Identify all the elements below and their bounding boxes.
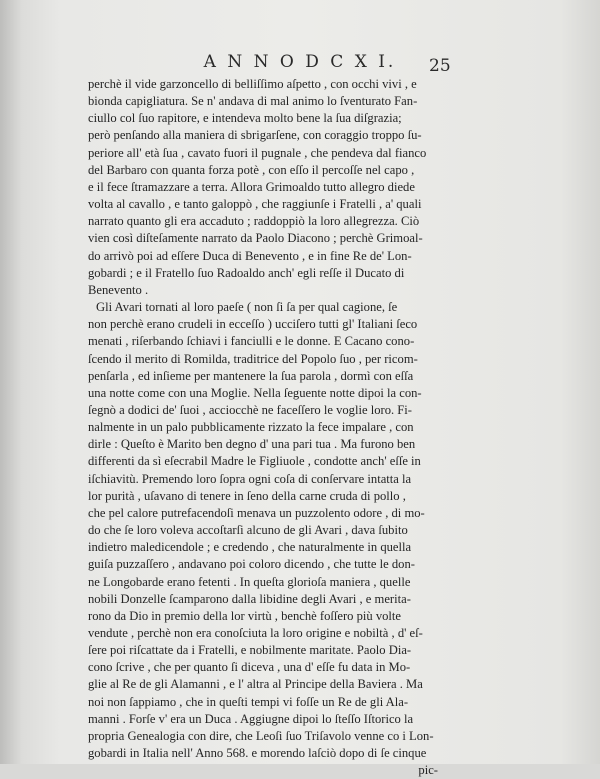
text-line: rono da Dio in premio della lor virtù , benchè foſſero più volte <box>88 608 402 623</box>
text-line: volta al cavallo , e tanto galoppò , che raggiunſe i Fratelli , a' quali <box>88 197 422 212</box>
text-line: guiſa puzzaſſero , andavano poi coloro dicendo , che tutte le don- <box>88 557 415 572</box>
text-line: ciullo col ſuo rapitore, e intendeva molto bene la ſua diſgrazia; <box>88 111 402 126</box>
text-line: e il fece ſtramazzare a terra. Allora Grimoaldo tutto allegro diede <box>88 179 415 194</box>
catchword: pic- <box>418 763 438 778</box>
text-line: del Barbaro con quanta forza potè , con eſſo il percoſſe nel capo , <box>88 162 415 177</box>
text-line: una notte come con una Moglie. Nella ſeguente notte dipoi la con- <box>88 385 422 400</box>
running-header: A N N O D C X I. <box>203 52 397 72</box>
text-line: vendute , perchè non era conoſciuta la loro origine e nobiltà , d' eſ- <box>88 626 423 640</box>
text-line: Benevento . <box>88 282 149 297</box>
body-text <box>88 76 438 779</box>
text-line: periore all' età ſua , cavato fuori il pugnale , che pendeva dal fianco <box>88 145 427 160</box>
text-line: però penſando alla maniera di sbrigarſene, con coraggio troppo ſu- <box>88 128 422 143</box>
text-line: lor purità , uſavano di tenere in ſeno della carne cruda di pollo , <box>88 488 406 503</box>
text-line: perchè il vide garzoncello di belliſſimo aſpetto , con occhi vivi , e <box>88 77 417 91</box>
text-line: bionda capigliatura. Se n' andava di mal animo lo ſventurato Fan- <box>88 94 418 109</box>
text-line: manni . Forſe v' era un Duca . Aggiugne dipoi lo ſteſſo Iſtorico la <box>88 711 414 726</box>
text-line: nalmente in un palo pubblicamente rizzato la fece impalare , con <box>88 420 414 435</box>
text-line: ſcendo il merito di Romilda, traditrice del Popolo ſuo , per ricom- <box>88 351 418 366</box>
text-line: glie al Re de gli Alamanni , e l' altra al Principe della Baviera . Ma <box>88 677 423 692</box>
text-line: cono ſcrive , che per quanto ſi diceva , una d' eſſe fu data in Mo- <box>88 660 411 675</box>
text-line: dirle : Queſto è Marito ben degno d' una pari tua . Ma furono ben <box>88 437 416 452</box>
text-line: gobardi in Italia nell' Anno 568. e morendo laſciò dopo di ſe cinque <box>88 746 427 761</box>
text-line: propria Genealogia con dire, che Leoſi ſuo Triſavolo venne co i Lon- <box>88 728 434 743</box>
text-line: ſere poi riſcattate da i Fratelli, e nobilmente maritate. Paolo Dia- <box>88 643 412 658</box>
text-line: differenti da sì eſecrabil Madre le Figliuole , condotte anch' eſſe in <box>88 454 421 469</box>
text-line: do arrivò poi ad eſſere Duca di Benevento , e in fine Re de' Lon- <box>88 248 412 263</box>
paragraph-start-line: Gli Avari tornati al loro paeſe ( non ſi ſa per qual cagione, ſe <box>96 300 398 315</box>
text-line: narrato quanto gli era accaduto ; raddoppiò la loro allegrezza. Ciò <box>88 214 420 229</box>
text-line: noi non ſappiamo , che in queſti tempi vi foſſe un Re de gli Ala- <box>88 694 409 709</box>
text-line: vien così diſteſamente narrato da Paolo Diacono ; perchè Grimoal- <box>88 231 423 246</box>
text-line: menati , riſerbando ſchiavi i fanciulli e le donne. E Cacano cono- <box>88 334 415 349</box>
text-line: do che ſe loro voleva accoſtarſi alcuno de gli Avari , dava ſubito <box>88 523 408 538</box>
text-line: ſegnò a dodici de' ſuoi , acciocchè ne faceſſero le voglie loro. Fi- <box>88 402 412 417</box>
text-line: nobili Donzelle ſcamparono dalla libidine degli Avari , e merita- <box>88 591 411 606</box>
text-line: penſarla , ed inſieme per mantenere la ſua parola , dormì con eſſa <box>88 368 414 383</box>
text-line: non perchè erano crudeli in ecceſſo ) ucciſero tutti gl' Italiani ſeco <box>88 317 418 332</box>
page-number: 25 <box>429 56 451 76</box>
text-line: che pel calore putrefacendoſi menava un puzzolento odore , di mo- <box>88 505 425 520</box>
text-line: gobardi ; e il Fratello ſuo Radoaldo anch' egli reſſe il Ducato di <box>88 265 405 280</box>
text-line: indietro maledicendole ; e credendo , che naturalmente in quella <box>88 540 412 555</box>
text-line: ne Longobarde erano fetenti . In queſta glorioſa maniera , quelle <box>88 574 411 589</box>
text-line: iſchiavitù. Premendo loro ſopra ogni coſa di conſervare intatta la <box>88 471 412 486</box>
